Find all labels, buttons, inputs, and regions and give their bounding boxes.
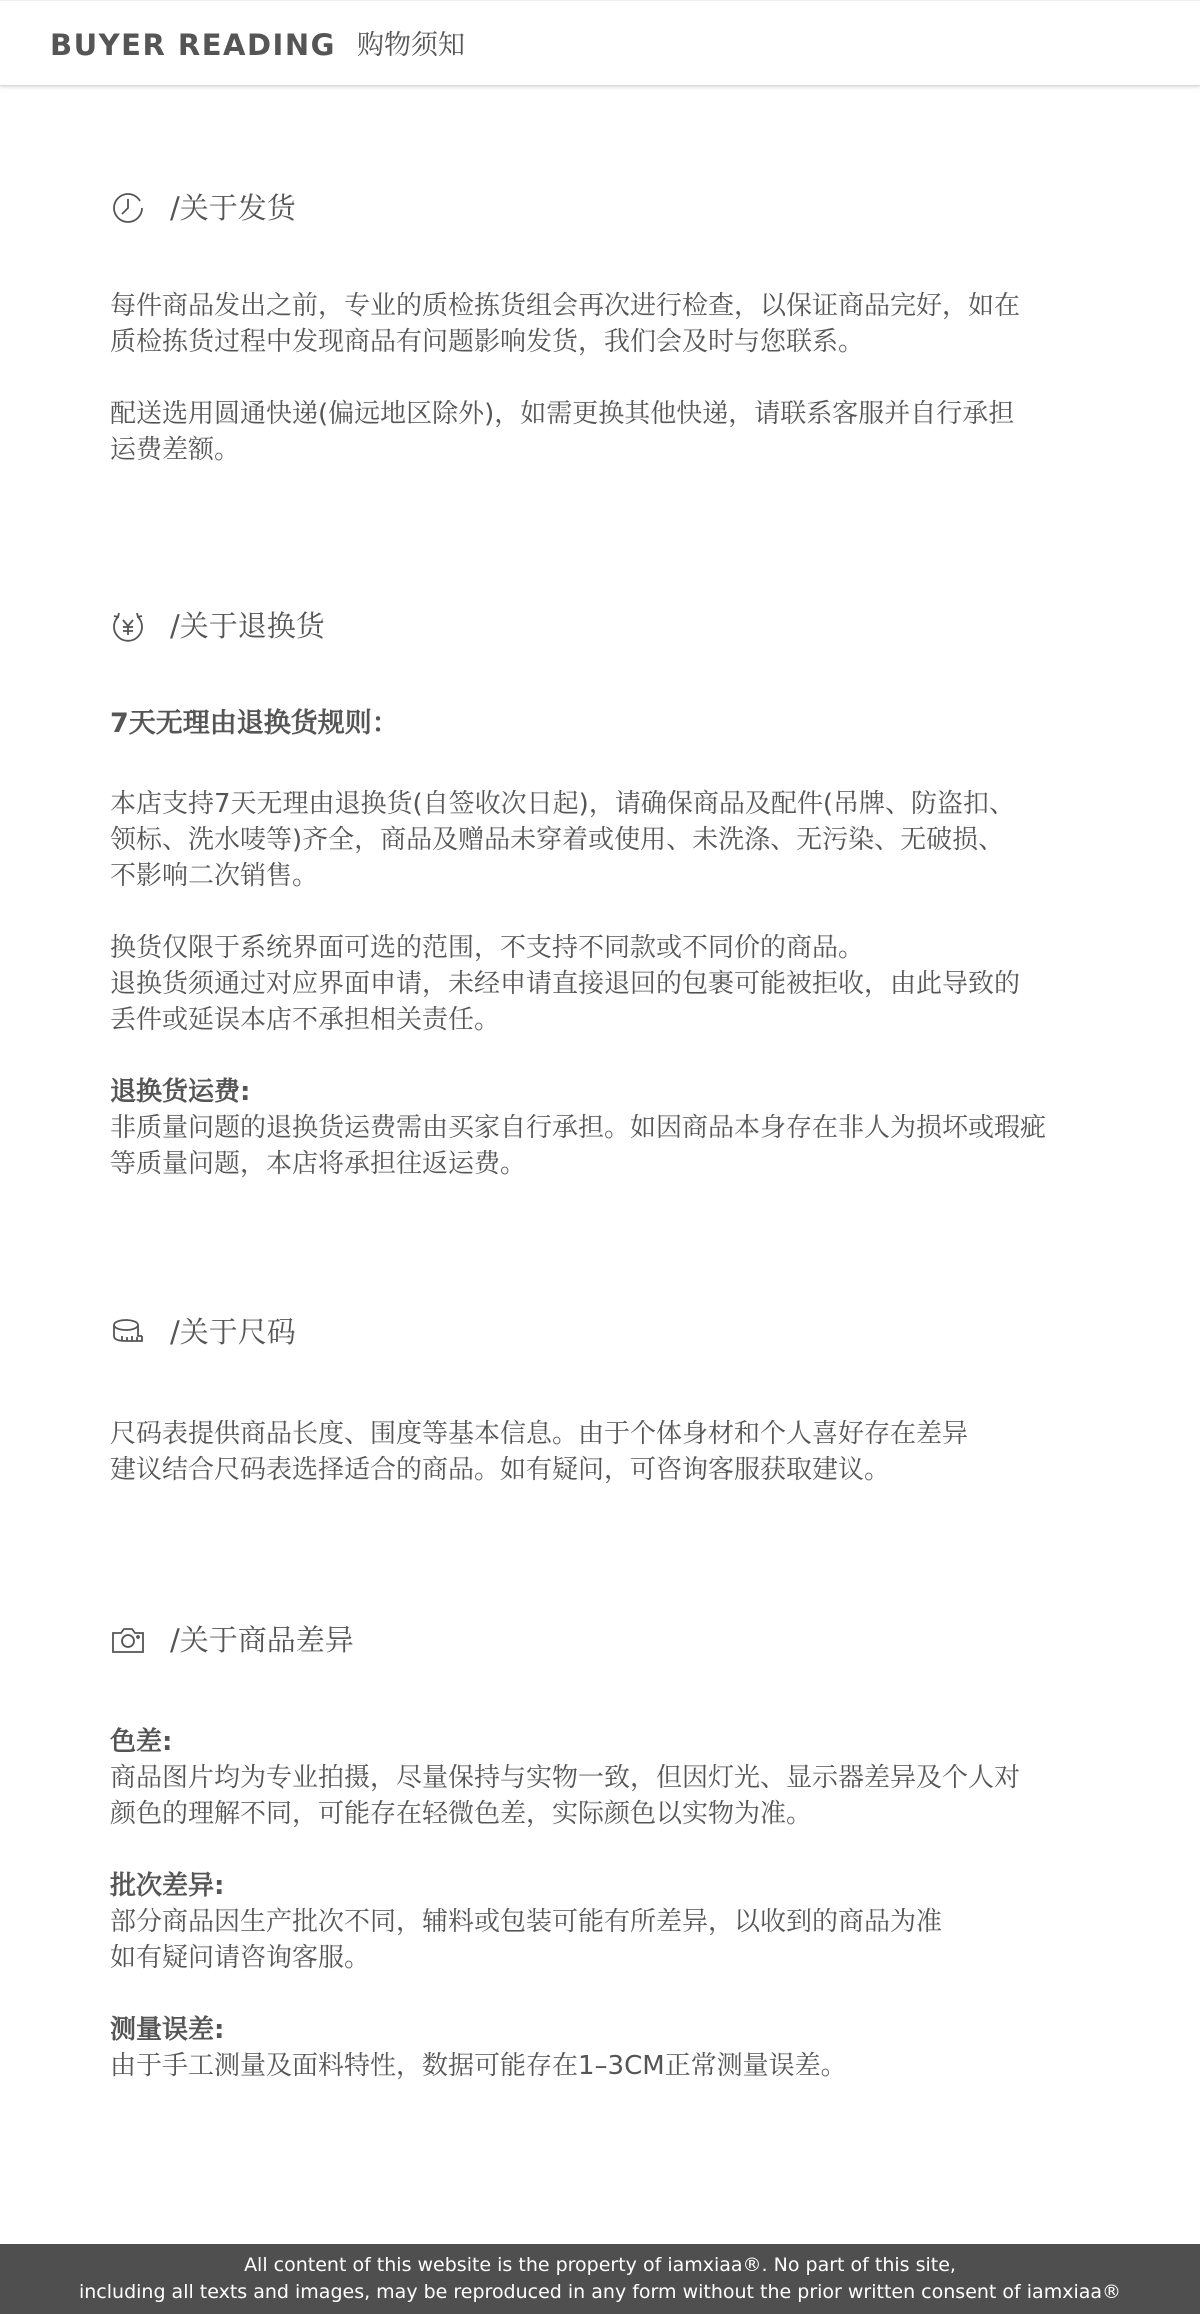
footer-line: including all texts and images, may be reproduced in any form without the prior written consent of iamxiaa®	[78, 2281, 1122, 2303]
section-heading	[110, 606, 1130, 646]
color-diff-label: 色差:	[110, 1727, 173, 1757]
brand-title-en: BUYER READING	[50, 28, 336, 62]
shipping-fee-label: 退换货运费:	[110, 1077, 251, 1107]
yen-return-icon	[110, 608, 146, 644]
paragraph: 尺码表提供商品长度、围度等基本信息。由于个体身材和个人喜好存在差异 建议结合尺码表选择适合的商品。如有疑问，可咨询客服获取建议。	[110, 1419, 969, 1485]
section-title: /关于商品差异	[170, 1623, 354, 1657]
section-heading	[110, 188, 1130, 228]
camera-icon	[110, 1622, 146, 1658]
header-bar	[0, 0, 1200, 86]
section-size	[110, 1312, 1130, 1485]
section-differences	[110, 1620, 1130, 2081]
section-title: /关于发货	[170, 191, 296, 225]
tape-measure-icon	[110, 1314, 146, 1350]
paragraph: 换货仅限于系统界面可选的范围，不支持不同款或不同价的商品。 退换货须通过对应界面申请，未经申请直接退回的包裹可能被拒收，由此导致的 丢件或延误本店不承担相关责任。	[110, 933, 1021, 1035]
batch-diff-label: 批次差异:	[110, 1871, 225, 1901]
color-diff-text: 商品图片均为专业拍摄，尽量保持与实物一致，但因灯光、显示器差异及个人对 颜色的理解不同，可能存在轻微色差，实际颜色以实物为准。	[110, 1763, 1021, 1829]
paragraph: 每件商品发出之前，专业的质检拣货组会再次进行检查，以保证商品完好，如在 质检拣货过程中发现商品有问题影响发货，我们会及时与您联系。	[110, 291, 1021, 357]
section-heading	[110, 1620, 1130, 1660]
footer-copyright	[0, 2244, 1200, 2314]
rule-title: 7天无理由退换货规则：	[110, 708, 399, 739]
paragraph: 本店支持7天无理由退换货(自签收次日起)，请确保商品及配件(吊牌、防盗扣、 领标、洗水唛等)齐全，商品及赠品未穿着或使用、未洗涤、无污染、无破损、 不影响二次销售。	[110, 789, 1015, 891]
clock-icon	[110, 190, 146, 226]
shipping-fee-text: 非质量问题的退换货运费需由买家自行承担。如因商品本身存在非人为损坏或瑕疵 等质量问题，本店将承担往返运费。	[110, 1113, 1047, 1179]
section-shipping	[110, 188, 1130, 465]
section-title: /关于尺码	[170, 1315, 296, 1349]
measure-error-label: 测量误差:	[110, 2015, 225, 2045]
section-heading	[110, 1312, 1130, 1352]
batch-diff-text: 部分商品因生产批次不同，辅料或包装可能有所差异，以收到的商品为准 如有疑问请咨询客服。	[110, 1907, 943, 1973]
brand-title-cn: 购物须知	[357, 30, 465, 61]
section-returns	[110, 606, 1130, 1179]
footer-line: All content of this website is the property of iamxiaa®. No part of this site,	[244, 2254, 956, 2276]
paragraph: 配送选用圆通快递(偏远地区除外)，如需更换其他快递，请联系客服并自行承担 运费差额。	[110, 399, 1015, 465]
measure-error-text: 由于手工测量及面料特性，数据可能存在1–3CM正常测量误差。	[110, 2051, 847, 2081]
section-title: /关于退换货	[170, 609, 325, 643]
